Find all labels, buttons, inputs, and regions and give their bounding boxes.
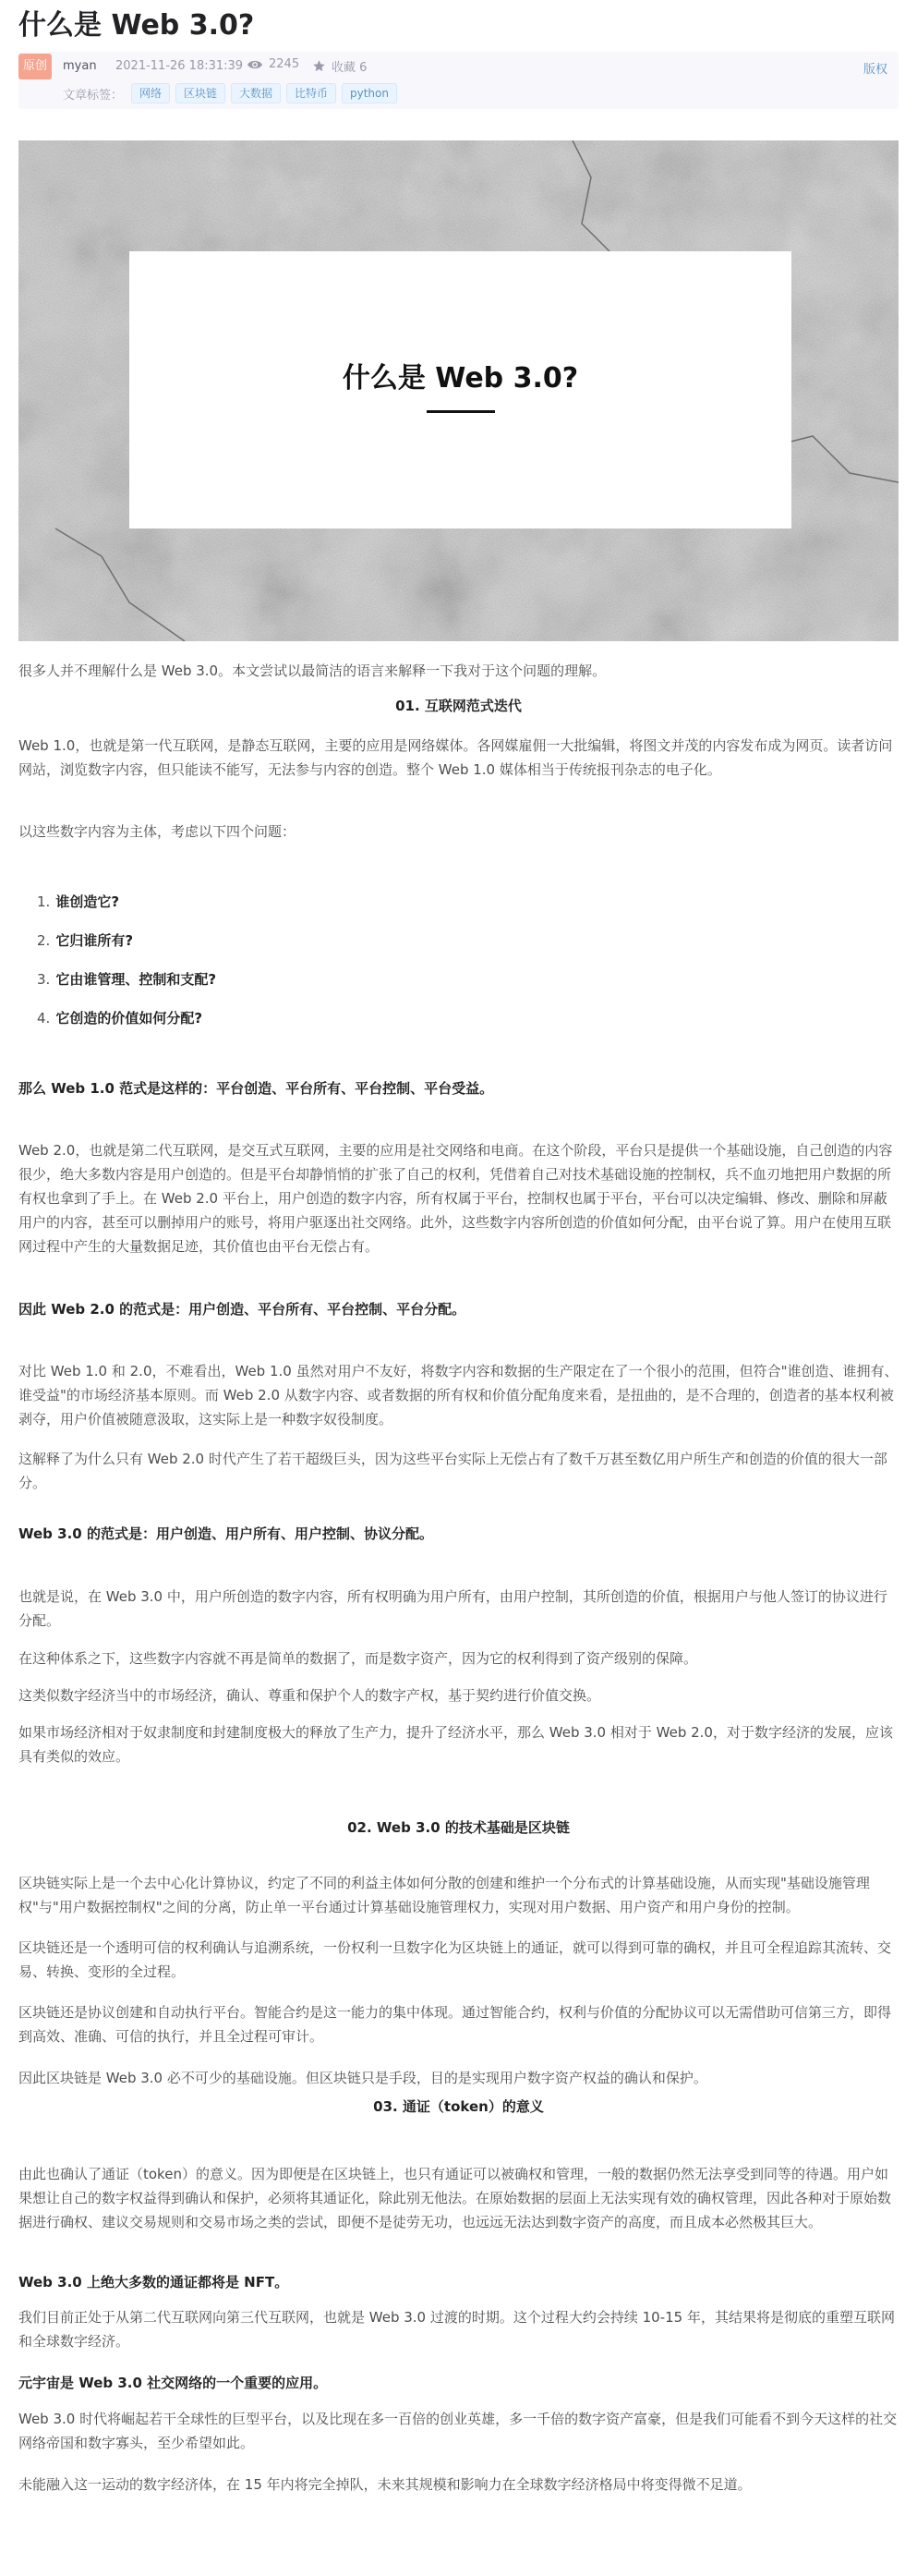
question-item-2 xyxy=(37,930,133,952)
blockchain-paragraph-b: 区块链还是一个透明可信的权利确认与追溯系统，一份权利一旦数字化为区块链上的通证，就可以得到可靠的确权，并且可全程追踪其流转、交易、转换、变形的全过程。 xyxy=(18,1939,892,1980)
metaverse-statement: 元宇宙是 Web 3.0 社交网络的一个重要的应用。 xyxy=(18,2375,328,2391)
tag-python[interactable]: python xyxy=(342,83,397,103)
tag-bitcoin[interactable]: 比特币 xyxy=(286,83,336,103)
tag-bigdata[interactable]: 大数据 xyxy=(231,83,281,103)
question-item-4 xyxy=(37,1007,202,1029)
question-number: 1. xyxy=(37,893,51,910)
nft-statement: Web 3.0 上绝大多数的通证都将是 NFT。 xyxy=(18,2274,289,2290)
collect-label: 收藏 6 xyxy=(332,61,368,75)
web3-paragraph-d: 如果市场经济相对于奴隶制度和封建制度极大的释放了生产力，提升了经济水平，那么 Web 3.0 相对于 Web 2.0，对于数字经济的发展，应该具有类似的效应。 xyxy=(18,1724,893,1765)
question-text: 它归谁所有? xyxy=(55,932,134,949)
article-title: 什么是 Web 3.0? xyxy=(18,9,255,42)
star-icon xyxy=(312,59,326,73)
token-paragraph-a: 由此也确认了通证（token）的意义。因为即便是在区块链上，也只有通证可以被确权和管理，一般的数据仍然无法享受到同等的待遇。用户如果想让自己的数字权益得到确认和保护，必须将其通证化，除此别无他法。在原始数据的层面上无法实现有效的确权管理，因此各种对于原始数据进行确权、建议交易规则和交易市场之类的尝试，即便不是徒劳无功，也远远无法达到数字资产的高度，而且成本必然极其巨大。 xyxy=(18,2166,892,2230)
web3-paragraph-b: 在这种体系之下，这些数字内容就不再是简单的数据了，而是数字资产，因为它的权利得到了资产级别的保障。 xyxy=(18,1650,698,1667)
metaverse-paragraph-a: Web 3.0 时代将崛起若干全球性的巨型平台，以及比现在多一百倍的创业英雄，多一千倍的数字资产富豪，但是我们可能看不到今天这样的社交网络帝国和数字寡头，至少希望如此。 xyxy=(18,2411,898,2451)
publish-date: 2021-11-26 18:31:39 xyxy=(115,59,244,73)
hero-image xyxy=(18,140,899,641)
questions-intro: 以这些数字内容为主体，考虑以下四个问题： xyxy=(18,823,296,840)
blockchain-paragraph-c: 区块链还是协议创建和自动执行平台。智能合约是这一能力的集中体现。通过智能合约，权利与价值的分配协议可以无需借助可信第三方，即得到高效、准确、可信的执行，并且全过程可审计。 xyxy=(18,2004,892,2045)
tag-blockchain[interactable]: 区块链 xyxy=(175,83,225,103)
web2-paragraph: Web 2.0，也就是第二代互联网，是交互式互联网，主要的应用是社交网络和电商。在这个阶段，平台只是提供一个基础设施，自己创造的内容很少，绝大多数内容是用户创造的。但是平台却静悄悄的扩张了自己的权利，凭借着自己对技术基础设施的控制权，兵不血刃地把用户数据的所有权也拿到了手上。在 Web 2.0 平台上，用户创造的数字内容，所有权属于平台，控制权也属于平台，平台可以决定编辑、修改、删除和屏蔽用户的内容，甚至可以删掉用户的账号，将用户驱逐出社交网络。此外，这些数字内容所创造的价值如何分配，由平台说了算。用户在使用互联网过程中产生的大量数据足迹，其价值也由平台无偿占有。 xyxy=(18,1142,893,1255)
original-badge: 原创 xyxy=(18,54,52,79)
hero-card xyxy=(129,251,791,529)
hero-underline xyxy=(427,410,495,413)
web3-paradigm: Web 3.0 的范式是：用户创造、用户所有、用户控制、协议分配。 xyxy=(18,1525,433,1542)
copyright-link[interactable]: 版权 xyxy=(863,63,887,77)
question-number: 4. xyxy=(37,1010,51,1027)
section-heading-1: 01. 互联网范式迭代 xyxy=(395,698,522,714)
question-item-1 xyxy=(37,891,119,913)
question-text: 它创造的价值如何分配? xyxy=(55,1010,203,1027)
blockchain-paragraph-a: 区块链实际上是一个去中心化计算协议，约定了不同的利益主体如何分散的创建和维护一个分布式的计算基础设施，从而实现"基础设施管理权"与"用户数据控制权"之间的分离，防止单一平台通过计算基础设施管理权力，实现对用户数据、用户资产和用户身份的控制。 xyxy=(18,1875,870,1915)
tag-network[interactable]: 网络 xyxy=(131,83,170,103)
web2-paradigm: 因此 Web 2.0 的范式是：用户创造、平台所有、平台控制、平台分配。 xyxy=(18,1301,466,1318)
author-link[interactable]: myan xyxy=(63,59,97,73)
question-text: 它由谁管理、控制和支配? xyxy=(55,971,217,988)
view-count-value: 2245 xyxy=(269,57,300,71)
explain-paragraph: 这解释了为什么只有 Web 2.0 时代产生了若干超级巨头，因为这些平台实际上无偿占有了数千万甚至数亿用户所生产和创造的价值的很大一部分。 xyxy=(18,1451,887,1491)
blockchain-paragraph-d: 因此区块链是 Web 3.0 必不可少的基础设施。但区块链只是手段，目的是实现用户数字资产权益的确认和保护。 xyxy=(18,2070,707,2086)
web1-paragraph: Web 1.0，也就是第一代互联网，是静态互联网，主要的应用是网络媒体。各网媒雇佣一大批编辑，将图文并茂的内容发布成为网页。读者访问网站，浏览数字内容，但只能读不能写，无法参与内容的创造。整个 Web 1.0 媒体相当于传统报刊杂志的电子化。 xyxy=(18,737,893,778)
question-number: 2. xyxy=(37,932,51,949)
compare-paragraph: 对比 Web 1.0 和 2.0，不难看出，Web 1.0 虽然对用户不友好，将数字内容和数据的生产限定在了一个很小的范围，但符合"谁创造、谁拥有、谁受益"的市场经济基本原则。而 Web 2.0 从数字内容、或者数据的所有权和价值分配角度来看，是扭曲的，是不合理的，创造者的基本权利被剥夺，用户价值被随意汲取，这实际上是一种数字奴役制度。 xyxy=(18,1363,899,1428)
metaverse-paragraph-b: 未能融入这一运动的数字经济体，在 15 年内将完全掉队，未来其规模和影响力在全球数字经济格局中将变得微不足道。 xyxy=(18,2476,752,2493)
article-meta-bar xyxy=(18,52,899,109)
web1-paradigm: 那么 Web 1.0 范式是这样的：平台创造、平台所有、平台控制、平台受益。 xyxy=(18,1080,494,1097)
web3-paragraph-c: 这类似数字经济当中的市场经济，确认、尊重和保护个人的数字产权，基于契约进行价值交换。 xyxy=(18,1687,601,1704)
tags-label: 文章标签： xyxy=(63,89,124,103)
question-item-3 xyxy=(37,968,216,990)
token-paragraph-b: 我们目前正处于从第二代互联网向第三代互联网，也就是 Web 3.0 过渡的时期。这个过程大约会持续 10-15 年，其结果将是彻底的重塑互联网和全球数字经济。 xyxy=(18,2309,895,2350)
question-number: 3. xyxy=(37,971,51,988)
section-heading-3: 03. 通证（token）的意义 xyxy=(373,2098,544,2115)
view-count xyxy=(247,57,299,71)
section-heading-2: 02. Web 3.0 的技术基础是区块链 xyxy=(347,1819,570,1836)
question-text: 谁创造它? xyxy=(55,893,120,910)
intro-paragraph: 很多人并不理解什么是 Web 3.0。本文尝试以最简洁的语言来解释一下我对于这个问题的理解。 xyxy=(18,662,607,679)
eye-icon xyxy=(247,58,263,71)
hero-title: 什么是 Web 3.0? xyxy=(342,362,579,395)
web3-paragraph-a: 也就是说，在 Web 3.0 中，用户所创造的数字内容，所有权明确为用户所有，由用户控制，其所创造的价值，根据用户与他人签订的协议进行分配。 xyxy=(18,1588,887,1629)
collect-button[interactable] xyxy=(312,57,367,75)
